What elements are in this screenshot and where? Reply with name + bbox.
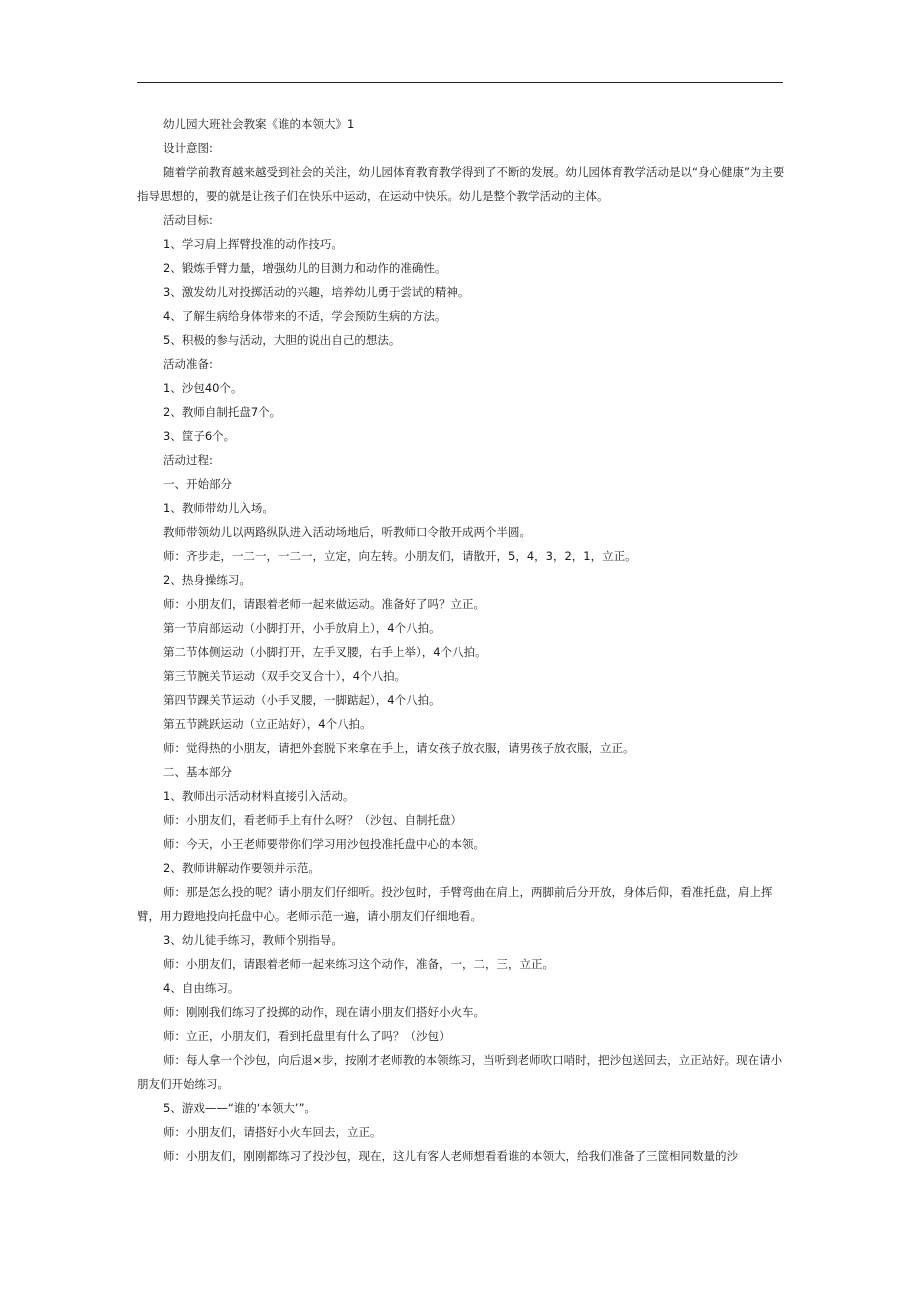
- preparation-item: 3、筐子6个。: [163, 429, 236, 443]
- paragraph: 师：齐步走，一二一，一二一，立定，向左转。小朋友们，请散开，5，4，3，2，1，立正。: [163, 549, 637, 563]
- exercise-item: 第二节体侧运动（小脚打开，左手叉腰，右手上举），4个八拍。: [163, 645, 487, 659]
- exercise-item: 第一节肩部运动（小脚打开，小手放肩上），4个八拍。: [163, 621, 441, 635]
- step-heading: 5、游戏——“谁的‘本领大’”。: [163, 1101, 317, 1115]
- paragraph: 师：刚刚我们练习了投掷的动作，现在请小朋友们搭好小火车。: [163, 1005, 485, 1019]
- exercise-item: 第四节踝关节运动（小手叉腰，一脚踮起），4个八拍。: [163, 693, 441, 707]
- paragraph: 师：立正，小朋友们，看到托盘里有什么了吗？（沙包）: [163, 1029, 451, 1043]
- preparation-item: 2、教师自制托盘7个。: [163, 405, 282, 419]
- paragraph: 教师带领幼儿以两路纵队进入活动场地后，听教师口令散开成两个半圆。: [163, 525, 531, 539]
- part-heading: 一、开始部分: [163, 477, 232, 491]
- preparation-item: 1、沙包40个。: [163, 381, 243, 395]
- paragraph: 师：今天，小王老师要带你们学习用沙包投准托盘中心的本领。: [163, 837, 485, 851]
- paragraph: 师：小朋友们，请搭好小火车回去，立正。: [163, 1125, 382, 1139]
- paragraph: 师：觉得热的小朋友，请把外套脱下来拿在手上，请女孩子放衣服，请男孩子放衣服，立正。: [163, 741, 635, 755]
- header-rule: [137, 82, 783, 83]
- step-heading: 4、自由练习。: [163, 981, 240, 995]
- exercise-item: 第五节跳跃运动（立正站好），4个八拍。: [163, 717, 372, 731]
- paragraph: 师：小朋友们，刚刚都练习了投沙包，现在，这儿有客人老师想看看谁的本领大，给我们准备了三筐相同数量的沙: [163, 1149, 738, 1163]
- step-heading: 1、教师带幼儿入场。: [163, 501, 274, 515]
- section-heading-goals: 活动目标:: [163, 213, 213, 227]
- step-heading: 1、教师出示活动材料直接引入活动。: [163, 789, 355, 803]
- part-heading: 二、基本部分: [163, 765, 232, 779]
- goal-item: 5、积极的参与活动，大胆的说出自己的想法。: [163, 333, 401, 347]
- paragraph: 师：每人拿一个沙包，向后退×步，按刚才老师教的本领练习，当听到老师吹口哨时，把沙包送回去，立正站好。现在请小朋友们开始练习。: [137, 1053, 783, 1091]
- paragraph: 师：小朋友们，看老师手上有什么呀？（沙包、自制托盘）: [163, 813, 462, 827]
- paragraph: 师：小朋友们，请跟着老师一起来做运动。准备好了吗？立正。: [163, 597, 485, 611]
- paragraph: 师：那是怎么投的呢？请小朋友们仔细听。投沙包时，手臂弯曲在肩上，两脚前后分开放，身体后仰，看准托盘，肩上挥臂，用力蹬地投向托盘中心。老师示范一遍，请小朋友们仔细地看。: [137, 885, 773, 923]
- section-heading-preparation: 活动准备:: [163, 357, 213, 371]
- step-heading: 3、幼儿徒手练习，教师个别指导。: [163, 933, 343, 947]
- goal-item: 4、了解生病给身体带来的不适，学会预防生病的方法。: [163, 309, 447, 323]
- paragraph-design-intent: 随着学前教育越来越受到社会的关注，幼儿园体育教育教学得到了不断的发展。幼儿园体育教学活动是以“身心健康”为主要指导思想的，要的就是让孩子们在快乐中运动，在运动中快乐。幼儿是整个教学活动的主体。: [137, 165, 785, 203]
- section-heading-design-intent: 设计意图:: [163, 141, 213, 155]
- goal-item: 2、锻炼手臂力量，增强幼儿的目测力和动作的准确性。: [163, 261, 447, 275]
- exercise-item: 第三节腕关节运动（双手交叉合十），4个八拍。: [163, 669, 407, 683]
- paragraph: 师：小朋友们，请跟着老师一起来练习这个动作，准备，一，二，三，立正。: [163, 957, 554, 971]
- goal-item: 3、激发幼儿对投掷活动的兴趣，培养幼儿勇于尝试的精神。: [163, 285, 470, 299]
- section-heading-process: 活动过程:: [163, 453, 213, 467]
- step-heading: 2、教师讲解动作要领并示范。: [163, 861, 320, 875]
- doc-title: 幼儿园大班社会教案《谁的本领大》1: [163, 117, 355, 131]
- goal-item: 1、学习肩上挥臂投准的动作技巧。: [163, 237, 343, 251]
- document-body: [137, 112, 787, 1168]
- step-heading: 2、热身操练习。: [163, 573, 251, 587]
